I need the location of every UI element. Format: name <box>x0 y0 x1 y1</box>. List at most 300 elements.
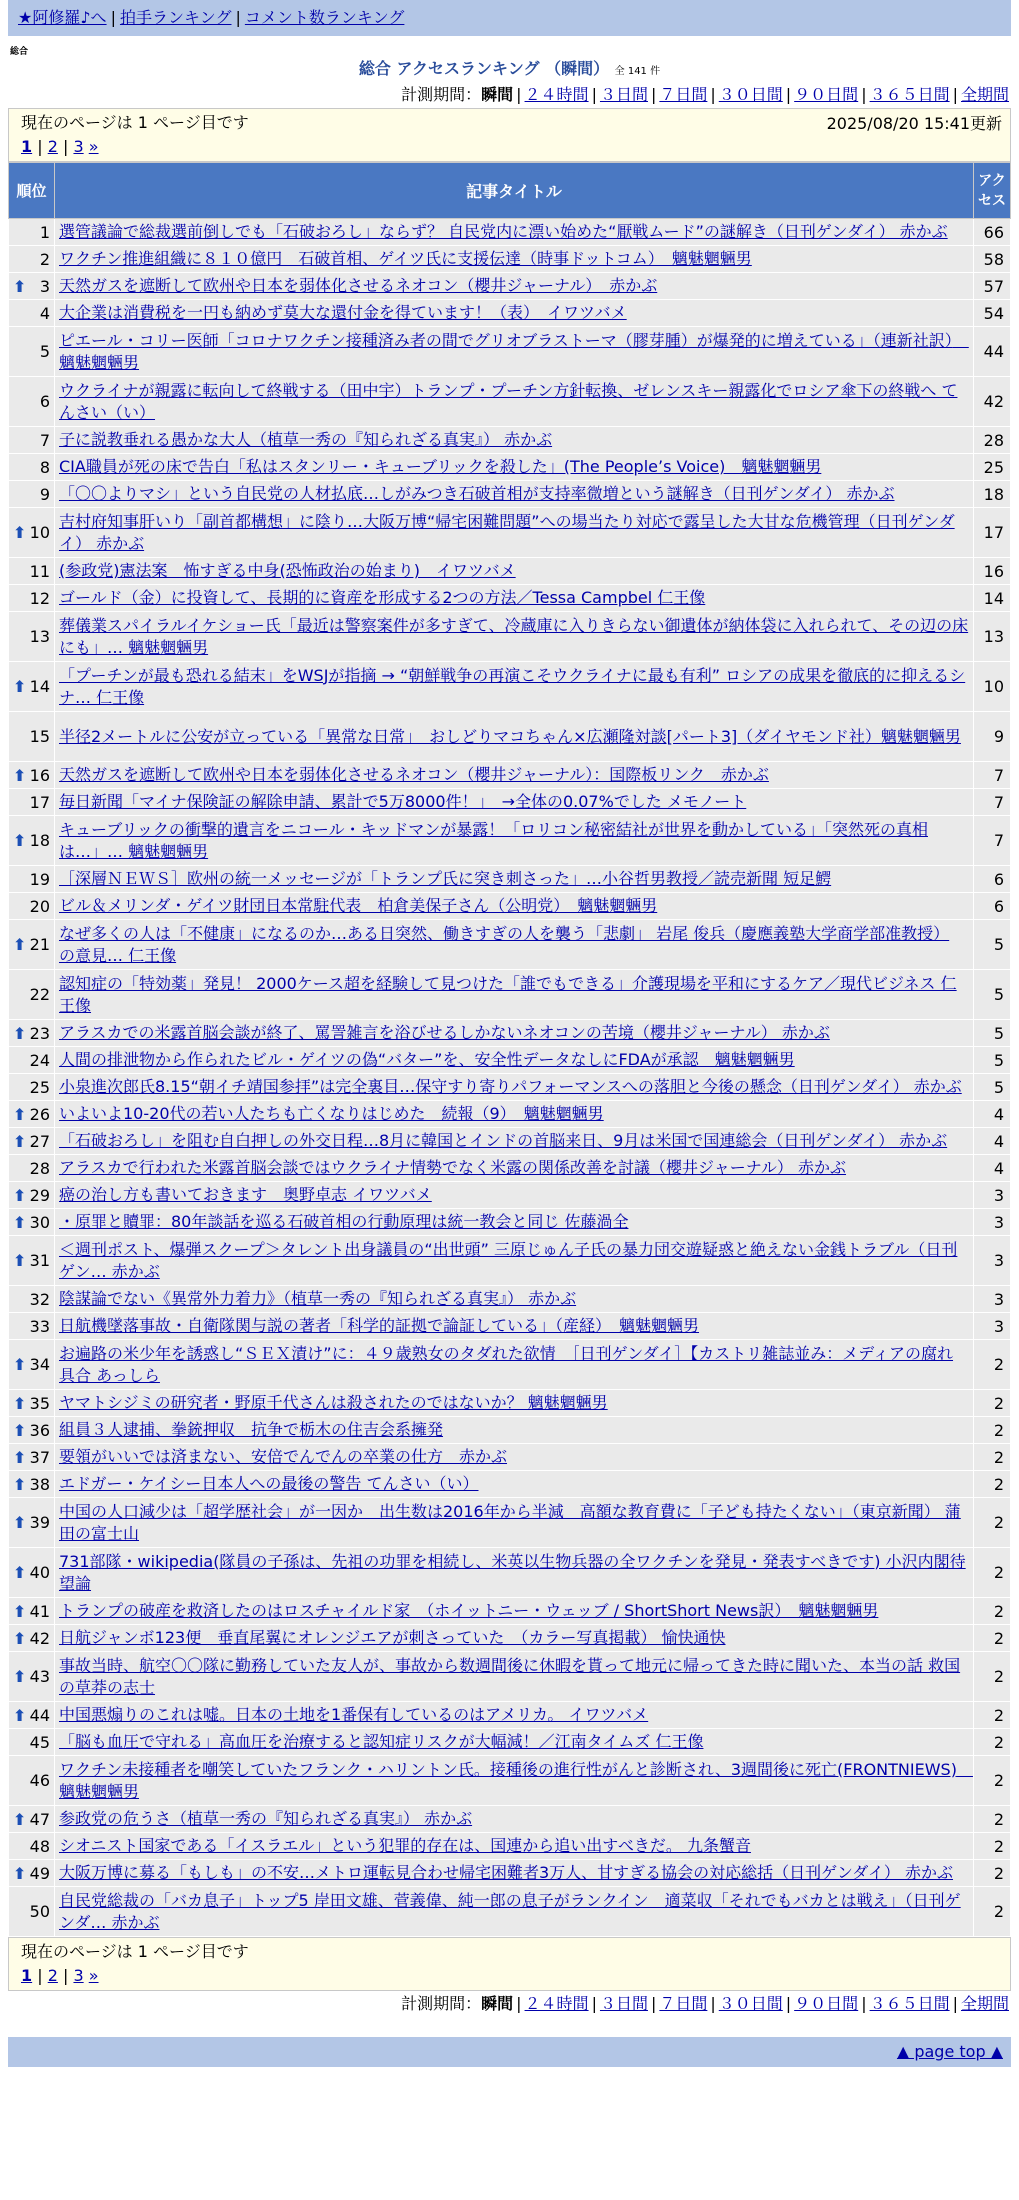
rank-cell <box>9 1833 55 1860</box>
article-link[interactable]: 中国悪煽りのこれは嘘。日本の土地を1番保有しているのはアメリカ。 イワツバメ <box>59 1705 649 1724</box>
access-count: 6 <box>974 893 1011 920</box>
article-link[interactable]: アラスカでの米露首脳会談が終了、罵詈雑言を浴びせるしかないネオコンの苦境（櫻井ジャーナル） 赤かぶ <box>59 1023 830 1042</box>
title-cell <box>55 508 974 558</box>
title-cell <box>55 1652 974 1702</box>
title-cell <box>55 1182 974 1209</box>
table-row <box>9 377 1011 427</box>
article-link[interactable]: アラスカで行われた米露首脳会談ではウクライナ情勢でなく米露の関係改善を討議（櫻井ジャーナル） 赤かぶ <box>59 1158 847 1177</box>
rank-number: 7 <box>39 430 50 450</box>
article-link[interactable]: 天然ガスを遮断して欧州や日本を弱体化させるネオコン（櫻井ジャーナル） 赤かぶ <box>59 276 658 295</box>
rank-number: 6 <box>39 392 50 411</box>
rank-up-arrow-icon: ⬆ <box>13 523 27 542</box>
rank-number: 30 <box>29 1212 50 1232</box>
rank-cell <box>9 1182 55 1209</box>
rank-cell <box>9 1702 55 1729</box>
article-link[interactable]: 天然ガスを遮断して欧州や日本を弱体化させるネオコン（櫻井ジャーナル）：国際板リンク 赤かぶ <box>59 765 769 784</box>
access-count: 2 <box>974 1390 1011 1417</box>
article-link[interactable]: 選管議論で総裁選前倒しでも「石破おろし」ならず？ 自民党内に漂い始めた“厭戦ムード”の謎解き（日刊ゲンダイ） 赤かぶ <box>59 222 948 241</box>
title-cell <box>55 1471 974 1498</box>
article-link[interactable]: 731部隊・wikipedia(隊員の子孫は、先祖の功罪を相続し、米英以生物兵器の全ワクチンを発見・発表すべきです) 小沢内閣待望論 <box>59 1551 966 1593</box>
rank-cell <box>9 1236 55 1286</box>
access-count: 57 <box>974 273 1011 300</box>
rank-number: 26 <box>29 1104 50 1124</box>
rank-cell <box>9 481 55 508</box>
rank-cell <box>9 712 55 762</box>
rank-number: 34 <box>29 1355 50 1374</box>
title-cell <box>55 1236 974 1286</box>
article-link[interactable]: CIA職員が死の床で告白「私はスタンリー・キューブリックを殺した」(The People’s Voice) 魑魅魍魎男 <box>59 457 822 476</box>
rank-cell <box>9 789 55 816</box>
table-row <box>9 1390 1011 1417</box>
article-link[interactable]: ［深層ＮＥＷＳ］欧州の統一メッセージが「トランプ氏に突き刺さった」…小谷哲男教授／読売新聞 短足鰐 <box>59 869 832 888</box>
table-row <box>9 427 1011 454</box>
rank-number: 1 <box>39 222 50 242</box>
rank-up-arrow-icon: ⬆ <box>13 765 27 785</box>
table-row <box>9 1313 1011 1340</box>
access-count: 4 <box>974 1128 1011 1155</box>
rank-up-arrow-icon: ⬆ <box>13 1513 27 1532</box>
current-page-text: 現在のページは 1 ページ目です <box>21 113 249 132</box>
access-count: 2 <box>974 1652 1011 1702</box>
page-link[interactable]: 1 <box>21 1966 33 1985</box>
rank-number: 23 <box>29 1023 50 1043</box>
title-cell <box>55 662 974 712</box>
title-cell <box>55 1444 974 1471</box>
title-cell <box>55 481 974 508</box>
rank-up-arrow-icon: ⬆ <box>13 1447 27 1467</box>
rank-number: 24 <box>29 1050 50 1070</box>
rank-cell <box>9 1598 55 1625</box>
rank-cell <box>9 1155 55 1182</box>
table-row <box>9 508 1011 558</box>
table-row <box>9 454 1011 481</box>
period-option[interactable]: ７日間 <box>659 1994 708 2013</box>
rank-cell <box>9 1313 55 1340</box>
title-cell <box>55 327 974 377</box>
table-row <box>9 866 1011 893</box>
article-link[interactable]: ＜週刊ポスト、爆弾スクープ＞タレント出身議員の“出世頭” 三原じゅん子氏の暴力団交遊疑惑と絶えない金銭トラブル（日刊ゲン… 赤かぶ <box>59 1239 958 1281</box>
article-link[interactable]: キューブリックの衝撃的遺言をニコール・キッドマンが暴露！「ロリコン秘密結社が世界を動かしている」「突然死の真相は…」… 魑魅魍魎男 <box>59 819 928 861</box>
rank-up-arrow-icon: ⬆ <box>13 831 27 850</box>
rank-cell <box>9 1417 55 1444</box>
article-link[interactable]: 自民党総裁の「バカ息子」トップ5 岸田文雄、菅義偉、純一郎の息子がランクイン 適菜収「それでもバカとは戦え」（日刊ゲンダ… 赤かぶ <box>59 1890 961 1932</box>
rank-cell <box>9 1806 55 1833</box>
title-cell <box>55 816 974 866</box>
period-option[interactable]: ２４時間 <box>524 1994 589 2013</box>
article-link[interactable]: 吉村府知事肝いり「副首都構想」に陰り…大阪万博“帰宅困難問題”への場当たり対応で露呈した大甘な危機管理（日刊ゲンダイ） 赤かぶ <box>59 511 955 553</box>
rank-cell <box>9 866 55 893</box>
page-link[interactable]: 2 <box>47 1966 58 1985</box>
table-row <box>9 662 1011 712</box>
access-count: 16 <box>974 558 1011 585</box>
table-row <box>9 1652 1011 1702</box>
rank-cell <box>9 558 55 585</box>
title-cell <box>55 300 974 327</box>
article-link[interactable]: 日航ジャンボ123便 垂直尾翼にオレンジエアが刺さっていた （カラー写真掲載） 愉快通快 <box>59 1628 726 1647</box>
rank-up-arrow-icon: ⬆ <box>13 1185 27 1205</box>
period-option[interactable]: ３日間 <box>599 85 648 104</box>
article-link[interactable]: 中国の人口減少は「超学歴社会」が一因か 出生数は2016年から半減 高額な教育費に「子ども持たくない」（東京新聞） 蒲田の富士山 <box>59 1501 961 1543</box>
access-count: 5 <box>974 1074 1011 1101</box>
title-cell <box>55 1417 974 1444</box>
rank-cell <box>9 1729 55 1756</box>
access-count: 6 <box>974 866 1011 893</box>
access-count: 58 <box>974 246 1011 273</box>
title-cell <box>55 1729 974 1756</box>
access-count: 7 <box>974 789 1011 816</box>
access-count: 2 <box>974 1833 1011 1860</box>
rank-cell <box>9 273 55 300</box>
rank-number: 14 <box>29 677 50 696</box>
period-option[interactable]: ２４時間 <box>524 85 589 104</box>
period-option[interactable]: ３日間 <box>599 1994 648 2013</box>
table-row <box>9 1417 1011 1444</box>
rank-number: 36 <box>29 1420 50 1440</box>
article-link[interactable]: お遍路の米少年を誘惑し“ＳＥＸ漬け”に：４９歳熟女のタダれた欲情 ［日刊ゲンダイ］【カストリ雑誌並み：メディアの腐れ具合 あっしら <box>59 1343 954 1385</box>
title-cell <box>55 1286 974 1313</box>
article-link[interactable]: 大企業は消費税を一円も納めず莫大な還付金を得ています！（表） イワツバメ <box>59 303 627 322</box>
rank-up-arrow-icon: ⬆ <box>13 1251 27 1270</box>
access-count: 2 <box>974 1548 1011 1598</box>
title-cell <box>55 1860 974 1887</box>
access-count: 3 <box>974 1236 1011 1286</box>
rank-number: 46 <box>29 1771 50 1790</box>
rank-number: 44 <box>29 1705 50 1725</box>
table-row <box>9 1155 1011 1182</box>
page-link[interactable]: 3 <box>73 137 84 156</box>
access-count: 4 <box>974 1101 1011 1128</box>
article-link[interactable]: 大阪万博に募る「もしも」の不安…メトロ運転見合わせ帰宅困難者3万人、甘すぎる協会の対応総括（日刊ゲンダイ） 赤かぶ <box>59 1863 953 1882</box>
table-row <box>9 1702 1011 1729</box>
access-count: 2 <box>974 1498 1011 1548</box>
rank-cell <box>9 1128 55 1155</box>
article-link[interactable]: エドガー・ケイシー日本人への最後の警告 てんさい（い） <box>59 1474 479 1493</box>
access-count: 5 <box>974 970 1011 1020</box>
article-link[interactable]: 参政党の危うさ（植草一秀の『知られざる真実』） 赤かぶ <box>59 1809 473 1828</box>
access-count: 10 <box>974 662 1011 712</box>
title-cell <box>55 246 974 273</box>
period-option[interactable]: ３６５日間 <box>869 85 950 104</box>
title-cell <box>55 1074 974 1101</box>
rank-number: 16 <box>29 765 50 785</box>
period-option[interactable]: ９０日間 <box>794 85 859 104</box>
article-link[interactable]: ピエール・コリー医師「コロナワクチン接種済み者の間でグリオブラストーマ（膠芽腫）が爆発的に増えている」（連新社訳） 魑魅魍魎男 <box>59 330 969 372</box>
title-cell <box>55 558 974 585</box>
article-link[interactable]: トランプの破産を救済したのはロスチャイルド家 （ホイットニー・ウェッブ / ShortShort News訳） 魑魅魍魎男 <box>59 1601 879 1620</box>
rank-up-arrow-icon: ⬆ <box>13 1131 27 1151</box>
clap-ranking-link[interactable]: 拍手ランキング <box>119 8 232 27</box>
article-link[interactable]: 「プーチンが最も恐れる結末」をWSJが指摘 → “朝鮮戦争の再演こそウクライナに最も有利” ロシアの成果を徹底的に抑えるシナ… 仁王像 <box>59 665 966 707</box>
table-row <box>9 558 1011 585</box>
home-link[interactable]: ★阿修羅♪へ <box>18 8 107 27</box>
rank-cell <box>9 1471 55 1498</box>
rank-number: 39 <box>29 1513 50 1532</box>
table-row <box>9 816 1011 866</box>
table-row <box>9 1236 1011 1286</box>
article-link[interactable]: 「〇〇よりマシ」という自民党の人材払底…しがみつき石破首相が支持率微増という謎解き（日刊ゲンダイ） 赤かぶ <box>59 484 895 503</box>
title-cell <box>55 1498 974 1548</box>
article-link[interactable]: ・原罪と贖罪：80年談話を巡る石破首相の行動原理は統一教会と同じ 佐藤渦全 <box>59 1212 629 1231</box>
rank-number: 41 <box>29 1601 50 1621</box>
rank-up-arrow-icon: ⬆ <box>13 935 27 954</box>
rank-cell <box>9 454 55 481</box>
rank-up-arrow-icon: ⬆ <box>13 1212 27 1232</box>
rank-number: 20 <box>29 896 50 916</box>
table-row <box>9 246 1011 273</box>
rank-number: 19 <box>29 869 50 889</box>
period-label: 計測期間： <box>401 85 482 104</box>
article-link[interactable]: ウクライナが親露に転向して終戦する（田中宇）トランプ・プーチン方針転換、ゼレンスキー親露化でロシア傘下の終戦へ てんさい（い） <box>59 380 958 422</box>
rank-number: 11 <box>29 561 50 581</box>
period-option[interactable]: ７日間 <box>659 85 708 104</box>
page-title-line <box>0 56 1019 82</box>
rank-cell <box>9 1340 55 1390</box>
table-row <box>9 1182 1011 1209</box>
table-row <box>9 300 1011 327</box>
table-row <box>9 1598 1011 1625</box>
article-link[interactable]: 「石破おろし」を阻む自白押しの外交日程…8月に韓国とインドの首脳来日、9月は米国で国連総会（日刊ゲンダイ） 赤かぶ <box>59 1131 948 1150</box>
rank-up-arrow-icon: ⬆ <box>13 1563 27 1582</box>
rank-up-arrow-icon: ⬆ <box>13 677 27 696</box>
article-link[interactable]: 組員３人逮捕、拳銃押収 抗争で栃木の住吉会系擁発 <box>59 1420 444 1439</box>
period-option[interactable]: ３６５日間 <box>869 1994 950 2013</box>
rank-number: 29 <box>29 1185 50 1205</box>
rank-number: 17 <box>29 792 50 812</box>
rank-number: 47 <box>29 1809 50 1829</box>
title-cell <box>55 866 974 893</box>
period-option[interactable]: ９０日間 <box>794 1994 859 2013</box>
rank-number: 48 <box>29 1836 50 1856</box>
access-count: 7 <box>974 816 1011 866</box>
page-link[interactable]: 3 <box>73 1966 84 1985</box>
access-count: 3 <box>974 1209 1011 1236</box>
rank-number: 21 <box>29 935 50 954</box>
title-cell <box>55 1209 974 1236</box>
table-row <box>9 1833 1011 1860</box>
rank-cell <box>9 970 55 1020</box>
page-info-top <box>8 108 1011 162</box>
article-link[interactable]: ビル＆メリンダ・ゲイツ財団日本常駐代表 柏倉美保子さん（公明党） 魑魅魍魎男 <box>59 896 658 915</box>
access-count: 2 <box>974 1729 1011 1756</box>
title-cell <box>55 1548 974 1598</box>
table-row <box>9 1625 1011 1652</box>
article-link[interactable]: 日航機墜落事故・自衛隊関与説の著者「科学的証拠で論証している」（産経） 魑魅魍魎男 <box>59 1316 700 1335</box>
rank-cell <box>9 1498 55 1548</box>
rank-cell <box>9 377 55 427</box>
access-count: 54 <box>974 300 1011 327</box>
title-cell <box>55 970 974 1020</box>
rank-number: 50 <box>29 1902 50 1921</box>
rank-cell <box>9 1286 55 1313</box>
page-link[interactable]: 1 <box>21 137 33 156</box>
rank-cell <box>9 762 55 789</box>
article-link[interactable]: 半径2メートルに公安が立っている「異常な日常」 おしどりマコちゃん×広瀬隆対談[パート3]（ダイヤモンド社）魑魅魍魎男 <box>59 726 961 746</box>
comment-ranking-link[interactable]: コメント数ランキング <box>244 8 405 27</box>
access-count: 2 <box>974 1756 1011 1806</box>
rank-number: 28 <box>29 1158 50 1178</box>
next-page-link[interactable]: » <box>88 1966 99 1985</box>
title-cell <box>55 1155 974 1182</box>
article-link[interactable]: ワクチン推進組織に８１０億円 石破首相、ゲイツ氏に支援伝達（時事ドットコム） 魑魅魍魎男 <box>59 249 752 268</box>
access-count: 66 <box>974 219 1011 246</box>
article-link[interactable]: 癌の治し方も書いておきます 奥野卓志 イワツバメ <box>59 1185 432 1204</box>
rank-cell <box>9 585 55 612</box>
rank-number: 5 <box>39 342 50 361</box>
rank-cell <box>9 1020 55 1047</box>
updated-timestamp: 2025/08/20 15:41更新 <box>826 114 1002 133</box>
next-page-link[interactable]: » <box>88 137 99 156</box>
table-row <box>9 219 1011 246</box>
title-cell <box>55 1806 974 1833</box>
rank-cell <box>9 327 55 377</box>
table-row <box>9 1020 1011 1047</box>
title-cell <box>55 1340 974 1390</box>
article-link[interactable]: 人間の排泄物から作られたビル・ゲイツの偽“バター”を、安全性データなしにFDAが承認 魑魅魍魎男 <box>59 1050 795 1069</box>
access-count: 5 <box>974 1020 1011 1047</box>
rank-number: 31 <box>29 1251 50 1270</box>
period-label: 計測期間： <box>401 1994 482 2013</box>
article-link[interactable]: 葬儀業スパイラルイケショー氏「最近は警察案件が多すぎて、冷蔵庫に入りきらない御遺体が納体袋に入れられて、その辺の床にも」… 魑魅魍魎男 <box>59 615 969 657</box>
period-option[interactable]: ３０日間 <box>718 85 783 104</box>
article-link[interactable]: 毎日新聞「マイナ保険証の解除申請、累計で5万8000件！」 →全体の0.07%でした メモノート <box>59 792 747 811</box>
period-option[interactable]: 全期間 <box>960 1994 1009 2013</box>
rank-up-arrow-icon: ⬆ <box>13 1023 27 1043</box>
rank-cell <box>9 1548 55 1598</box>
rank-cell <box>9 427 55 454</box>
article-link[interactable]: シオニスト国家である「イスラエル」という犯罪的存在は、国連から追い出すべきだ。 九条蟹音 <box>59 1836 751 1855</box>
table-row <box>9 1806 1011 1833</box>
article-link[interactable]: 要領がいいでは済まない、安倍でんでんの卒業の仕方 赤かぶ <box>59 1447 508 1466</box>
table-row <box>9 1128 1011 1155</box>
rank-up-arrow-icon: ⬆ <box>13 276 27 296</box>
article-link[interactable]: いよいよ10-20代の若い人たちも亡くなりはじめた 続報（9） 魑魅魍魎男 <box>59 1104 604 1123</box>
rank-cell <box>9 1209 55 1236</box>
table-row <box>9 1729 1011 1756</box>
page-top-link[interactable]: ▲ page top ▲ <box>896 2042 1003 2061</box>
article-link[interactable]: 認知症の「特効薬」発見！ 2000ケース超を経験して見つけた「誰でもできる」介護現場を平和にするケア／現代ビジネス 仁王像 <box>59 973 957 1015</box>
article-link[interactable]: (参政党)憲法案 怖すぎる中身(恐怖政治の始まり) イワツバメ <box>59 561 516 580</box>
table-row <box>9 585 1011 612</box>
table-row <box>9 762 1011 789</box>
table-row <box>9 1756 1011 1806</box>
rank-number: 15 <box>29 727 50 746</box>
title-cell <box>55 219 974 246</box>
table-row <box>9 1444 1011 1471</box>
article-link[interactable]: ワクチン未接種者を嘲笑していたフランク・ハリントン氏。接種後の進行性がんと診断され、3週間後に死亡(FRONTNIEWS) 魑魅魍魎男 <box>59 1759 973 1801</box>
table-row <box>9 612 1011 662</box>
table-row <box>9 1074 1011 1101</box>
rank-cell <box>9 1756 55 1806</box>
article-link[interactable]: 子に説教垂れる愚かな大人（植草一秀の『知られざる真実』） 赤かぶ <box>59 430 553 449</box>
page-link[interactable]: 2 <box>47 137 58 156</box>
access-count: 28 <box>974 427 1011 454</box>
access-count: 44 <box>974 327 1011 377</box>
article-link[interactable]: 小泉進次郎氏8.15“朝イチ靖国参拝”は完全裏目…保守すり寄りパフォーマンスへの落胆と今後の懸念（日刊ゲンダイ） 赤かぶ <box>59 1077 962 1096</box>
access-count: 2 <box>974 1444 1011 1471</box>
rank-cell <box>9 246 55 273</box>
article-link[interactable]: ゴールド（金）に投資して、長期的に資産を形成する2つの方法／Tessa Campbel 仁王像 <box>59 588 706 607</box>
rank-up-arrow-icon: ⬆ <box>13 1809 27 1829</box>
pagination-top: 1 | 2 | 3 » <box>21 137 99 156</box>
rank-number: 35 <box>29 1393 50 1413</box>
rank-number: 22 <box>29 985 50 1004</box>
rank-cell <box>9 920 55 970</box>
title-header: 記事タイトル <box>55 163 974 219</box>
rank-cell <box>9 612 55 662</box>
rank-number: 2 <box>39 249 50 269</box>
rank-up-arrow-icon: ⬆ <box>13 1474 27 1494</box>
rank-up-arrow-icon: ⬆ <box>13 1601 27 1621</box>
article-link[interactable]: ヤマトシジミの研究者・野原千代さんは殺されたのではないか？ 魑魅魍魎男 <box>59 1393 608 1412</box>
rank-up-arrow-icon: ⬆ <box>13 1667 27 1686</box>
title-cell <box>55 1020 974 1047</box>
table-row <box>9 970 1011 1020</box>
rank-number: 40 <box>29 1563 50 1582</box>
rank-number: 42 <box>29 1628 50 1648</box>
top-nav-bar: ★阿修羅♪へ | 拍手ランキング | コメント数ランキング <box>8 0 1011 36</box>
rank-number: 37 <box>29 1447 50 1467</box>
title-cell <box>55 762 974 789</box>
title-cell <box>55 893 974 920</box>
access-count: 25 <box>974 454 1011 481</box>
article-link[interactable]: 事故当時、航空〇〇隊に勤務していた友人が、事故から数週間後に休暇を貰って地元に帰ってきた時に聞いた、本当の話 救国の草莽の志士 <box>59 1655 961 1697</box>
access-count: 2 <box>974 1417 1011 1444</box>
article-link[interactable]: 陰謀論でない《異常外力着力》（植草一秀の『知られざる真実』） 赤かぶ <box>59 1289 577 1308</box>
title-cell <box>55 427 974 454</box>
access-count: 5 <box>974 920 1011 970</box>
access-count: 2 <box>974 1340 1011 1390</box>
table-row <box>9 1498 1011 1548</box>
title-cell <box>55 1756 974 1806</box>
table-row <box>9 1471 1011 1498</box>
pagination-bottom: 1 | 2 | 3 » <box>21 1966 99 1985</box>
access-count: 42 <box>974 377 1011 427</box>
access-count: 2 <box>974 1887 1011 1937</box>
period-option[interactable]: 全期間 <box>960 85 1009 104</box>
current-page-text: 現在のページは 1 ページ目です <box>21 1942 249 1961</box>
rank-number: 27 <box>29 1131 50 1151</box>
title-cell <box>55 273 974 300</box>
article-link[interactable]: 「脳も血圧で守れる」高血圧を治療すると認知症リスクが大幅減！／江南タイムズ 仁王像 <box>59 1732 704 1751</box>
rank-up-arrow-icon: ⬆ <box>13 1355 27 1374</box>
table-row <box>9 1887 1011 1937</box>
title-cell <box>55 1887 974 1937</box>
table-row <box>9 789 1011 816</box>
access-count: 9 <box>974 712 1011 762</box>
page-info-bottom <box>8 1937 1011 1991</box>
table-row <box>9 1101 1011 1128</box>
access-count: 13 <box>974 612 1011 662</box>
category-label: 総合 <box>10 47 29 57</box>
title-cell <box>55 1128 974 1155</box>
table-row <box>9 481 1011 508</box>
title-cell <box>55 1598 974 1625</box>
rank-cell <box>9 816 55 866</box>
rank-number: 43 <box>29 1667 50 1686</box>
rank-cell <box>9 893 55 920</box>
rank-cell <box>9 508 55 558</box>
table-row <box>9 1209 1011 1236</box>
rank-cell <box>9 300 55 327</box>
period-option[interactable]: ３０日間 <box>718 1994 783 2013</box>
rank-cell <box>9 1074 55 1101</box>
rank-number: 18 <box>29 831 50 850</box>
access-count: 2 <box>974 1598 1011 1625</box>
table-row <box>9 893 1011 920</box>
article-link[interactable]: なぜ多くの人は「不健康」になるのか…ある日突然、働きすぎの人を襲う「悲劇」 岩尾 俊兵（慶應義塾大学商学部准教授） の意見… 仁王像 <box>59 923 950 965</box>
access-count: 2 <box>974 1806 1011 1833</box>
rank-cell <box>9 1390 55 1417</box>
